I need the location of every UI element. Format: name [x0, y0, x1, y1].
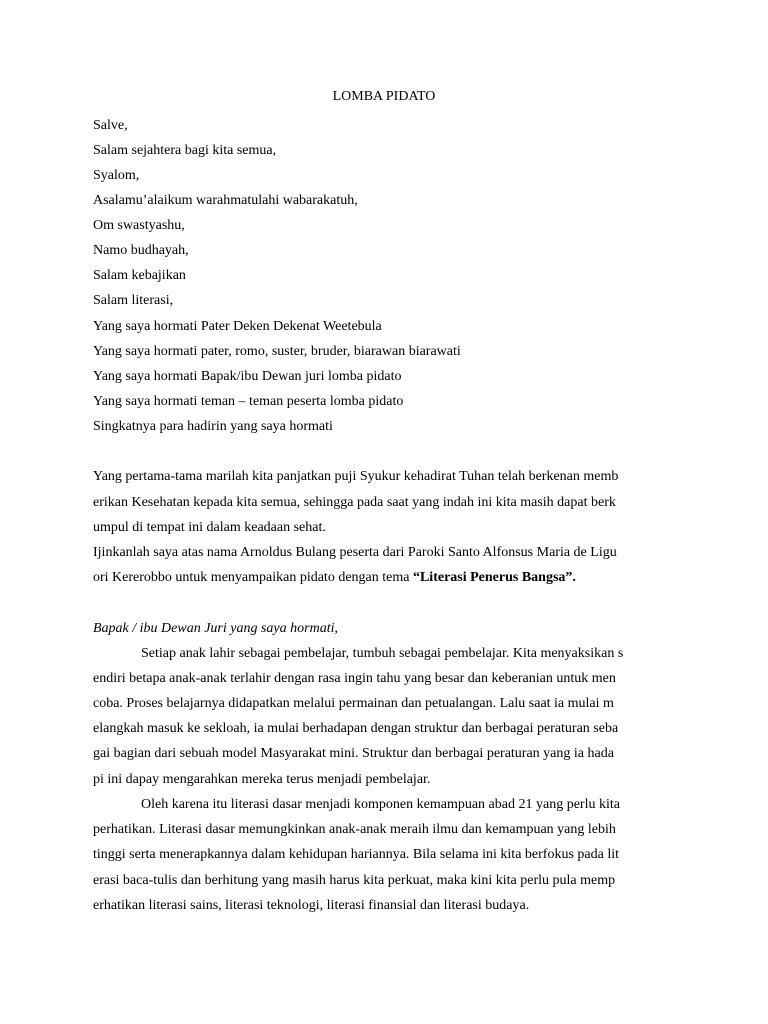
- opening-line: Yang pertama-tama marilah kita panjatkan puji Syukur kehadirat Tuhan telah berkenan memb: [93, 469, 619, 484]
- paragraph-line: pi ini dapay mengarahkan mereka terus menjadi pembelajar.: [93, 772, 431, 787]
- paragraph-line: elangkah masuk ke sekloah, ia mulai berhadapan dengan struktur dan berbagai peraturan seba: [93, 721, 619, 736]
- opening-line: erikan Kesehatan kepada kita semua, sehingga pada saat yang indah ini kita masih dapat berk: [93, 495, 616, 510]
- paragraph-line: Setiap anak lahir sebagai pembelajar, tumbuh sebagai pembelajar. Kita menyaksikan s: [141, 646, 624, 661]
- greeting-line: Yang saya hormati teman – teman peserta lomba pidato: [93, 394, 404, 409]
- greeting-line: Yang saya hormati pater, romo, suster, bruder, biarawan biarawati: [93, 344, 461, 359]
- jury-address: [93, 620, 338, 638]
- paragraph-line: tinggi serta menerapkannya dalam kehidupan hariannya. Bila selama ini kita berfokus pada lit: [93, 847, 619, 862]
- paragraph-line: Oleh karena itu literasi dasar menjadi komponen kemampuan abad 21 yang perlu kita: [141, 797, 620, 812]
- opening-line: Ijinkanlah saya atas nama Arnoldus Bulang peserta dari Paroki Santo Alfonsus Maria de Ligu: [93, 545, 617, 560]
- paragraph-line: erasi baca-tulis dan berhitung yang masih harus kita perkuat, maka kini kita perlu pula memp: [93, 873, 616, 888]
- speech-theme: “Literasi Penerus Bangsa”.: [412, 570, 576, 585]
- greeting-line: Singkatnya para hadirin yang saya hormati: [93, 419, 333, 434]
- opening-line: umpul di tempat ini dalam keadaan sehat.: [93, 520, 326, 535]
- theme-line: [93, 569, 576, 587]
- greeting-line: Om swastyashu,: [93, 218, 185, 233]
- greeting-line: Asalamu’alaikum warahmatulahi wabarakatuh,: [93, 193, 358, 208]
- greeting-line: Yang saya hormati Pater Deken Dekenat Weetebula: [93, 319, 382, 334]
- greeting-line: Salam literasi,: [93, 293, 174, 308]
- jury-address-text: Bapak / ibu Dewan Juri yang saya hormati: [93, 621, 335, 636]
- paragraph-line: gai bagian dari sebuah model Masyarakat mini. Struktur dan berbagai peraturan yang ia hada: [93, 746, 614, 761]
- page-title: LOMBA PIDATO: [332, 89, 436, 104]
- paragraph-line: perhatikan. Literasi dasar memungkinkan anak-anak meraih ilmu dan kemampuan yang lebih: [93, 822, 616, 837]
- greeting-line: Yang saya hormati Bapak/ibu Dewan juri lomba pidato: [93, 369, 402, 384]
- greeting-line: Syalom,: [93, 168, 140, 183]
- greeting-line: Salam kebajikan: [93, 268, 186, 283]
- jury-address-comma: ,: [334, 621, 338, 636]
- paragraph-line: coba. Proses belajarnya didapatkan melalui permainan dan petualangan. Lalu saat ia mulai m: [93, 696, 614, 711]
- greeting-line: Salve,: [93, 118, 128, 133]
- paragraph-line: endiri betapa anak-anak terlahir dengan rasa ingin tahu yang besar dan keberanian untuk men: [93, 671, 616, 686]
- paragraph-line: erhatikan literasi sains, literasi teknologi, literasi finansial dan literasi budaya.: [93, 898, 530, 913]
- greeting-line: Salam sejahtera bagi kita semua,: [93, 143, 277, 158]
- greeting-line: Namo budhayah,: [93, 243, 189, 258]
- theme-line-prefix: ori Kererobbo untuk menyampaikan pidato dengan tema: [93, 570, 413, 585]
